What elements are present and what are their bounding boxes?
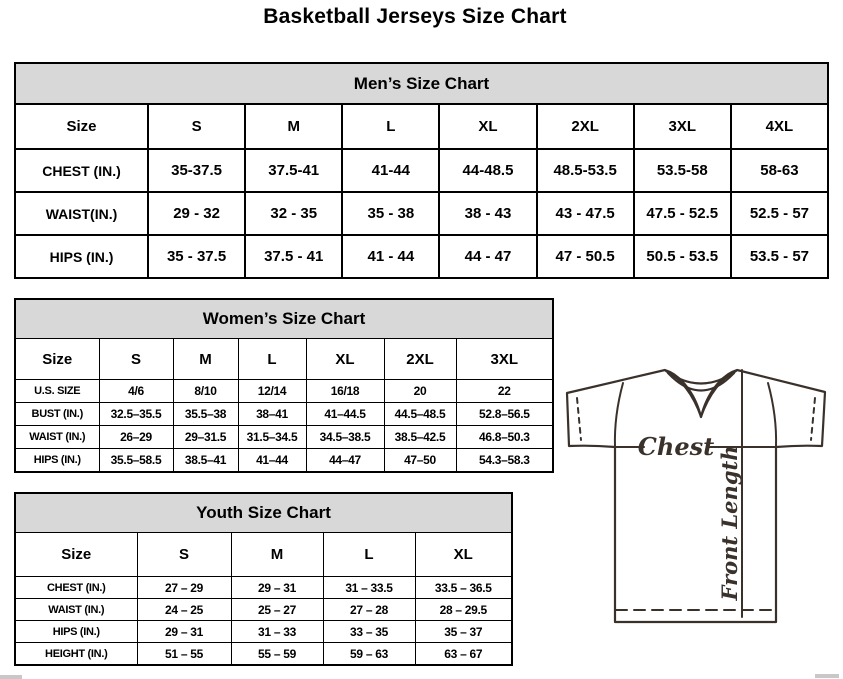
youth-cell: 55 – 59	[231, 643, 323, 666]
women-cell: 41–44.5	[306, 403, 384, 426]
youth-cell: 51 – 55	[137, 643, 231, 666]
women-cell: 46.8–50.3	[456, 426, 553, 449]
men-cell: 38 - 43	[439, 192, 536, 235]
table-row	[15, 621, 512, 643]
men-col-header-s: S	[148, 104, 245, 149]
table-row	[15, 403, 553, 426]
men-col-header-m: M	[245, 104, 342, 149]
page-title: Basketball Jerseys Size Chart	[263, 5, 567, 28]
women-cell: 44.5–48.5	[384, 403, 456, 426]
women-cell: 44–47	[306, 449, 384, 473]
women-cell: 47–50	[384, 449, 456, 473]
men-cell: 41-44	[342, 149, 439, 192]
table-row	[15, 235, 828, 278]
men-cell: 44 - 47	[439, 235, 536, 278]
youth-cell: 27 – 28	[323, 599, 415, 621]
mens-size-table	[14, 62, 829, 279]
youth-row-label: CHEST (IN.)	[15, 577, 137, 599]
youth-cell: 33.5 – 36.5	[415, 577, 512, 599]
women-row-label: WAIST (IN.)	[15, 426, 99, 449]
youth-col-header-s: S	[137, 533, 231, 577]
men-cell: 50.5 - 53.5	[634, 235, 731, 278]
men-cell: 41 - 44	[342, 235, 439, 278]
men-row-label: HIPS (IN.)	[15, 235, 148, 278]
youth-cell: 59 – 63	[323, 643, 415, 666]
women-col-header-xl: XL	[306, 339, 384, 380]
men-cell: 43 - 47.5	[537, 192, 634, 235]
youth-cell: 33 – 35	[323, 621, 415, 643]
women-cell: 35.5–58.5	[99, 449, 173, 473]
women-col-header-m: M	[173, 339, 238, 380]
table-row	[15, 643, 512, 666]
vneck-trim-icon	[668, 373, 734, 417]
men-cell: 52.5 - 57	[731, 192, 828, 235]
front-length-label: Front Length	[717, 445, 742, 601]
men-cell: 44-48.5	[439, 149, 536, 192]
table-row	[15, 449, 553, 473]
table-row	[15, 149, 828, 192]
men-row-label: WAIST(IN.)	[15, 192, 148, 235]
scrollbar-fragment-left[interactable]	[0, 675, 22, 679]
table-row	[15, 380, 553, 403]
women-cell: 16/18	[306, 380, 384, 403]
table-row	[15, 599, 512, 621]
youth-title-row	[15, 493, 512, 533]
men-cell: 48.5-53.5	[537, 149, 634, 192]
youth-cell: 29 – 31	[137, 621, 231, 643]
chest-label: Chest	[637, 432, 715, 461]
women-col-header-s: S	[99, 339, 173, 380]
women-cell: 34.5–38.5	[306, 426, 384, 449]
men-header-row	[15, 104, 828, 149]
women-cell: 38.5–42.5	[384, 426, 456, 449]
left-armhole-seam-icon	[615, 383, 623, 447]
women-row-label: BUST (IN.)	[15, 403, 99, 426]
women-cell: 31.5–34.5	[238, 426, 306, 449]
table-row	[15, 577, 512, 599]
collar-arc-inner-icon	[668, 373, 734, 391]
women-title-row	[15, 299, 553, 339]
youth-col-header-l: L	[323, 533, 415, 577]
women-cell: 12/14	[238, 380, 306, 403]
women-cell: 32.5–35.5	[99, 403, 173, 426]
men-title-row	[15, 63, 828, 104]
women-cell: 35.5–38	[173, 403, 238, 426]
men-cell: 35-37.5	[148, 149, 245, 192]
youth-cell: 25 – 27	[231, 599, 323, 621]
men-cell: 35 - 38	[342, 192, 439, 235]
youth-size-table	[14, 492, 513, 666]
women-cell: 54.3–58.3	[456, 449, 553, 473]
youth-cell: 29 – 31	[231, 577, 323, 599]
youth-col-header-m: M	[231, 533, 323, 577]
youth-size-label: Size	[15, 533, 137, 577]
youth-cell: 27 – 29	[137, 577, 231, 599]
youth-table-title: Youth Size Chart	[15, 493, 512, 533]
men-cell: 53.5 - 57	[731, 235, 828, 278]
youth-cell: 31 – 33.5	[323, 577, 415, 599]
women-cell: 4/6	[99, 380, 173, 403]
men-col-header-3xl: 3XL	[634, 104, 731, 149]
youth-cell: 31 – 33	[231, 621, 323, 643]
men-cell: 37.5-41	[245, 149, 342, 192]
men-cell: 53.5-58	[634, 149, 731, 192]
women-cell: 38–41	[238, 403, 306, 426]
men-col-header-xl: XL	[439, 104, 536, 149]
table-row	[15, 426, 553, 449]
youth-cell: 63 – 67	[415, 643, 512, 666]
women-col-header-3xl: 3XL	[456, 339, 553, 380]
women-cell: 20	[384, 380, 456, 403]
men-col-header-l: L	[342, 104, 439, 149]
right-cuff-dashes-icon	[811, 398, 815, 440]
youth-cell: 35 – 37	[415, 621, 512, 643]
youth-row-label: HIPS (IN.)	[15, 621, 137, 643]
women-cell: 26–29	[99, 426, 173, 449]
women-row-label: HIPS (IN.)	[15, 449, 99, 473]
men-cell: 35 - 37.5	[148, 235, 245, 278]
men-cell: 58-63	[731, 149, 828, 192]
women-cell: 22	[456, 380, 553, 403]
men-cell: 47 - 50.5	[537, 235, 634, 278]
men-table-title: Men’s Size Chart	[15, 63, 828, 104]
youth-col-header-xl: XL	[415, 533, 512, 577]
womens-size-table	[14, 298, 554, 473]
men-cell: 47.5 - 52.5	[634, 192, 731, 235]
men-cell: 37.5 - 41	[245, 235, 342, 278]
women-header-row	[15, 339, 553, 380]
women-size-label: Size	[15, 339, 99, 380]
women-cell: 8/10	[173, 380, 238, 403]
women-table-title: Women’s Size Chart	[15, 299, 553, 339]
youth-cell: 24 – 25	[137, 599, 231, 621]
men-cell: 32 - 35	[245, 192, 342, 235]
men-col-header-2xl: 2XL	[537, 104, 634, 149]
left-cuff-dashes-icon	[577, 398, 581, 440]
men-size-label: Size	[15, 104, 148, 149]
men-row-label: CHEST (IN.)	[15, 149, 148, 192]
youth-row-label: HEIGHT (IN.)	[15, 643, 137, 666]
right-armhole-seam-icon	[768, 383, 776, 447]
table-row	[15, 192, 828, 235]
youth-header-row	[15, 533, 512, 577]
scrollbar-fragment-right[interactable]	[815, 674, 839, 678]
women-col-header-2xl: 2XL	[384, 339, 456, 380]
youth-row-label: WAIST (IN.)	[15, 599, 137, 621]
men-col-header-4xl: 4XL	[731, 104, 828, 149]
youth-cell: 28 – 29.5	[415, 599, 512, 621]
men-cell: 29 - 32	[148, 192, 245, 235]
women-col-header-l: L	[238, 339, 306, 380]
women-cell: 38.5–41	[173, 449, 238, 473]
women-cell: 52.8–56.5	[456, 403, 553, 426]
jersey-outline-icon	[567, 370, 825, 622]
women-cell: 41–44	[238, 449, 306, 473]
jersey-measurement-diagram	[556, 358, 843, 630]
women-row-label: U.S. SIZE	[15, 380, 99, 403]
women-cell: 29–31.5	[173, 426, 238, 449]
